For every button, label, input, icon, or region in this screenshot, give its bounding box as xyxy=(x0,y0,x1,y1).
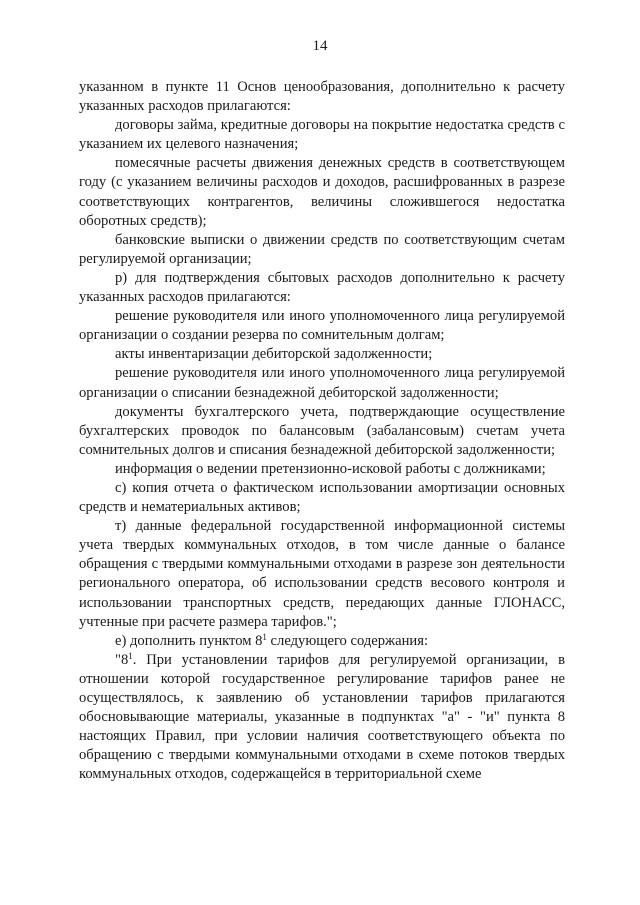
paragraph: с) копия отчета о фактическом использовании амортизации основных средств и нематериальных активов; xyxy=(79,479,565,516)
paragraph: решение руководителя или иного уполномоченного лица регулируемой организации о списании безнадежной дебиторской задолженности; xyxy=(79,365,565,401)
paragraph-amendment xyxy=(79,632,565,651)
page-number: 14 xyxy=(312,38,328,54)
superscript: 1 xyxy=(128,650,133,661)
paragraph: договоры займа, кредитные договоры на покрытие недостатка средств с указанием их целевого назначения; xyxy=(79,117,565,153)
paragraph: помесячные расчеты движения денежных средств в соответствующем году (с указанием величины расходов и доходов, расшифрованных в разрезе соответствующих контрагентов, величины сложившегося недостатка оборотных средств); xyxy=(79,155,565,229)
paragraph: т) данные федеральной государственной информационной системы учета твердых коммунальных отходов, в том числе данные о балансе обращения с твердыми коммунальными отходами в разрезе зон деятельности регионального оператора, об использовании средств весового контроля и использовании транспортных средств, передающих данные ГЛОНАСС, учтенные при расчете размера тарифов."; xyxy=(79,518,565,630)
superscript: 1 xyxy=(262,631,267,642)
paragraph: документы бухгалтерского учета, подтверждающие осуществление бухгалтерских проводок по балансовым (забалансовым) счетам учета сомнительных долгов и списания безнадежной дебиторской задолженности; xyxy=(79,403,565,458)
paragraph: информация о ведении претензионно-исковой работы с должниками; xyxy=(115,460,546,477)
paragraph: акты инвентаризации дебиторской задолженности; xyxy=(115,346,433,363)
paragraph: решение руководителя или иного уполномоченного лица регулируемой организации о создании резерва по сомнительным долгам; xyxy=(79,308,565,344)
paragraph: р) для подтверждения сбытовых расходов дополнительно к расчету указанных расходов прилагаются: xyxy=(79,269,565,306)
paragraph-new-clause xyxy=(79,651,565,785)
document-body xyxy=(79,78,565,784)
text-run: . При установлении тарифов для регулируемой организации, в отношении которой государственное регулирование тарифов ранее не осуществлялось, к заявлению об установлении тарифов прилагаются обосновывающие материалы, указанные в подпунктах "а" - "и" пункта 8 настоящих Правил, при условии наличия соответствующего объекта по обращению с твердыми коммунальными отходами в схеме потоков твердых коммунальных отходов, содержащейся в территориальной схеме xyxy=(79,651,565,783)
text-run: е) дополнить пунктом 8 xyxy=(115,632,263,649)
text-run: "8 xyxy=(115,651,129,668)
paragraph: указанном в пункте 11 Основ ценообразования, дополнительно к расчету указанных расходов прилагаются: xyxy=(79,79,565,115)
text-run: следующего содержания: xyxy=(266,632,429,649)
paragraph: банковские выписки о движении средств по соответствующим счетам регулируемой организации; xyxy=(79,231,565,267)
